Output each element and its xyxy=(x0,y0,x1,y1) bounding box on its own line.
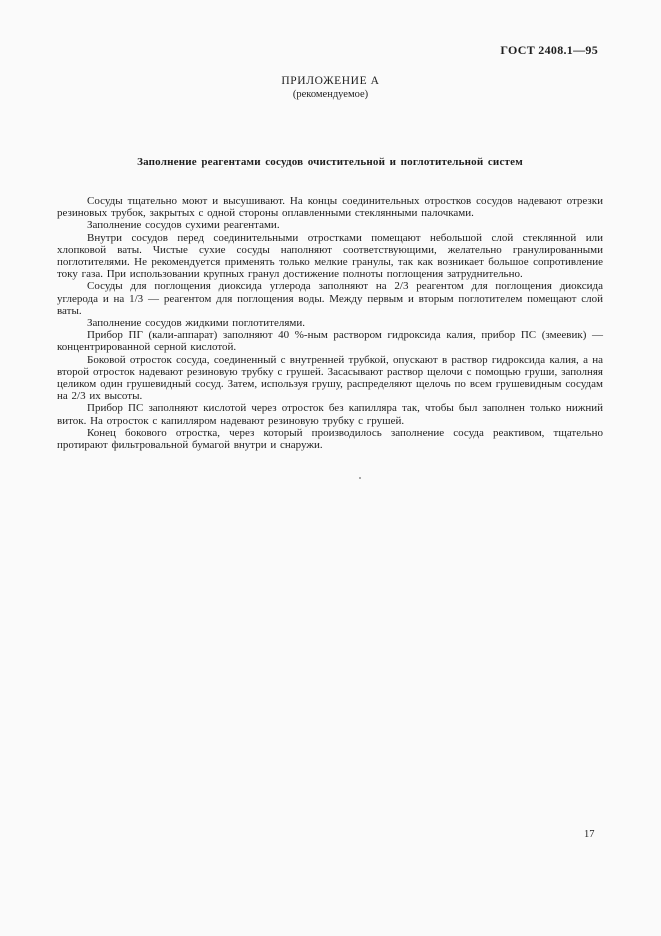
body-paragraph: Сосуды тщательно моют и высушивают. На концы соединительных отростков сосудов надевают отрезки резиновых трубок, закрытых с одной стороны оплавленными стеклянными палочками. xyxy=(57,195,603,220)
body-paragraph: Внутри сосудов перед соединительными отростками помещают небольшой слой стеклянной или хлопковой ваты. Чистые сухие сосуды наполняют соответствующими, желательно гранулированными поглотителями. Не рекомендуется применять только мелкие гранулы, так как возникает большое сопротивление току газа. При использовании крупных гранул достижение полноты поглощения затруднительно. xyxy=(57,231,603,281)
body-paragraph: Заполнение сосудов сухими реагентами. xyxy=(87,219,280,232)
body-paragraph: Боковой отросток сосуда, соединенный с внутренней трубкой, опускают в раствор гидроксида калия, а на второй отросток надевают резиновую трубку с грушей. Засасывают раствор щелочи с помощью груши, заполняя целиком один грушевидный сосуд. Затем, используя грушу, распределяют щелочь по всем грушевидным сосудам на 2/3 их высоты. xyxy=(57,353,603,403)
scan-artifact-dot xyxy=(359,477,361,479)
body-paragraph: Заполнение сосудов жидкими поглотителями. xyxy=(87,317,306,330)
document-body xyxy=(57,195,603,451)
appendix-heading xyxy=(0,75,661,101)
standard-code: ГОСТ 2408.1—95 xyxy=(500,43,598,57)
body-paragraph: Прибор ПС заполняют кислотой через отросток без капилляра так, чтобы был заполнен только нижний виток. На отросток с капилляром надевают резиновую трубку с грушей. xyxy=(57,402,603,427)
document-title: Заполнение реагентами сосудов очистительной и поглотительной систем xyxy=(137,156,523,168)
body-paragraph: Конец бокового отростка, через который производилось заполнение сосуда реактивом, тщательно протирают фильтровальной бумагой внутри и снаружи. xyxy=(57,426,603,452)
appendix-label: ПРИЛОЖЕНИЕ А xyxy=(281,75,380,87)
body-paragraph: Прибор ПГ (кали-аппарат) заполняют 40 %-ным раствором гидроксида калия, прибор ПС (змеевик) — концентрированной серной кислотой. xyxy=(57,329,603,354)
appendix-note: (рекомендуемое) xyxy=(292,89,369,100)
body-paragraph: Сосуды для поглощения диоксида углерода заполняют на 2/3 реагентом для поглощения диоксида углерода и на 1/3 — реагентом для поглощения воды. Между первым и вторым поглотителем помещают слой ваты. xyxy=(57,280,603,317)
page-number: 17 xyxy=(584,829,595,840)
